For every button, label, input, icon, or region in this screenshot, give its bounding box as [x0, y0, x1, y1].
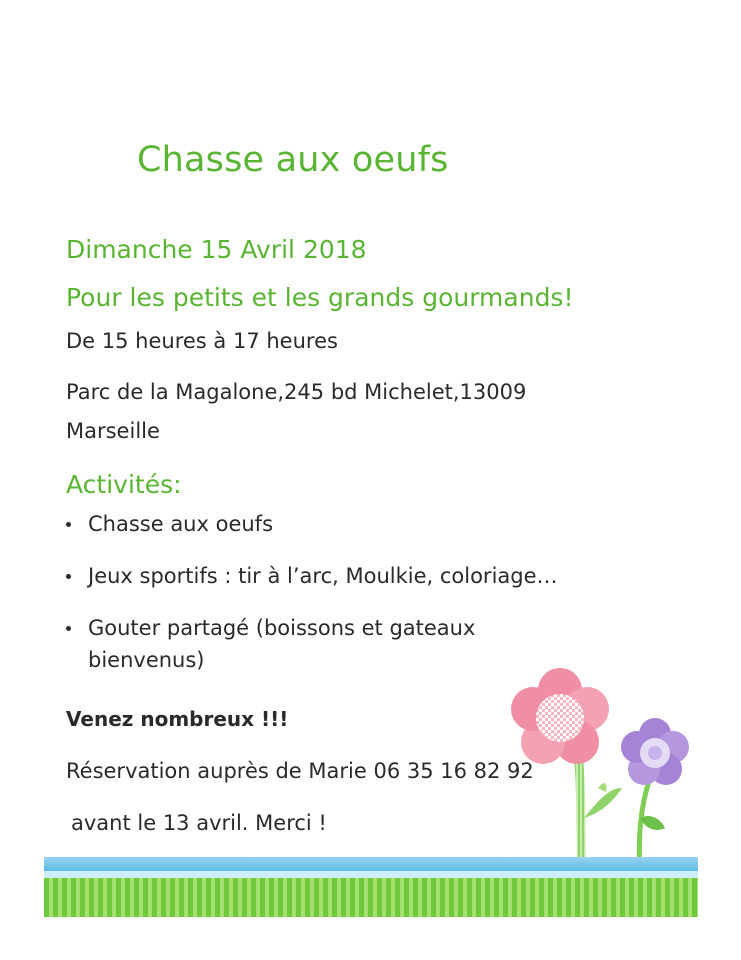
flower-illustration	[500, 668, 700, 883]
activities-list	[66, 508, 558, 676]
list-item	[66, 560, 558, 592]
list-item	[66, 612, 558, 676]
leaf-shape	[584, 788, 622, 818]
bullet-icon	[66, 574, 71, 579]
purple-flower	[621, 718, 689, 785]
footer-light-band	[44, 871, 698, 878]
flyer-title: Chasse aux oeufs	[137, 140, 449, 180]
activity-label: Jeux sportifs : tir à l’arc, Moulkie, coloriage…	[88, 564, 558, 588]
event-date: Dimanche 15 Avril 2018	[66, 235, 367, 264]
event-hours: De 15 heures à 17 heures	[66, 329, 338, 353]
activity-label: Chasse aux oeufs	[88, 512, 274, 536]
event-tagline: Pour les petits et les grands gourmands!	[66, 283, 574, 312]
activity-label-continued: bienvenus)	[88, 648, 205, 672]
leaf-shape	[598, 783, 607, 792]
call-to-action: Venez nombreux !!!	[66, 707, 289, 731]
leaf-shape	[640, 816, 665, 830]
activities-heading: Activités:	[66, 470, 182, 499]
reservation-line: Réservation auprès de Marie 06 35 16 82 92	[66, 759, 534, 783]
footer-water-band	[44, 857, 698, 871]
activity-label: Gouter partagé (boissons et gateaux	[88, 616, 476, 640]
list-item	[66, 508, 558, 540]
event-address-line2: Marseille	[66, 419, 160, 443]
pink-flower	[511, 668, 609, 764]
deadline-line: avant le 13 avril. Merci !	[71, 811, 327, 835]
footer-grass-band	[44, 878, 698, 917]
bullet-icon	[66, 626, 71, 631]
bullet-icon	[66, 522, 71, 527]
event-address-line1: Parc de la Magalone,245 bd Michelet,13009	[66, 380, 527, 404]
